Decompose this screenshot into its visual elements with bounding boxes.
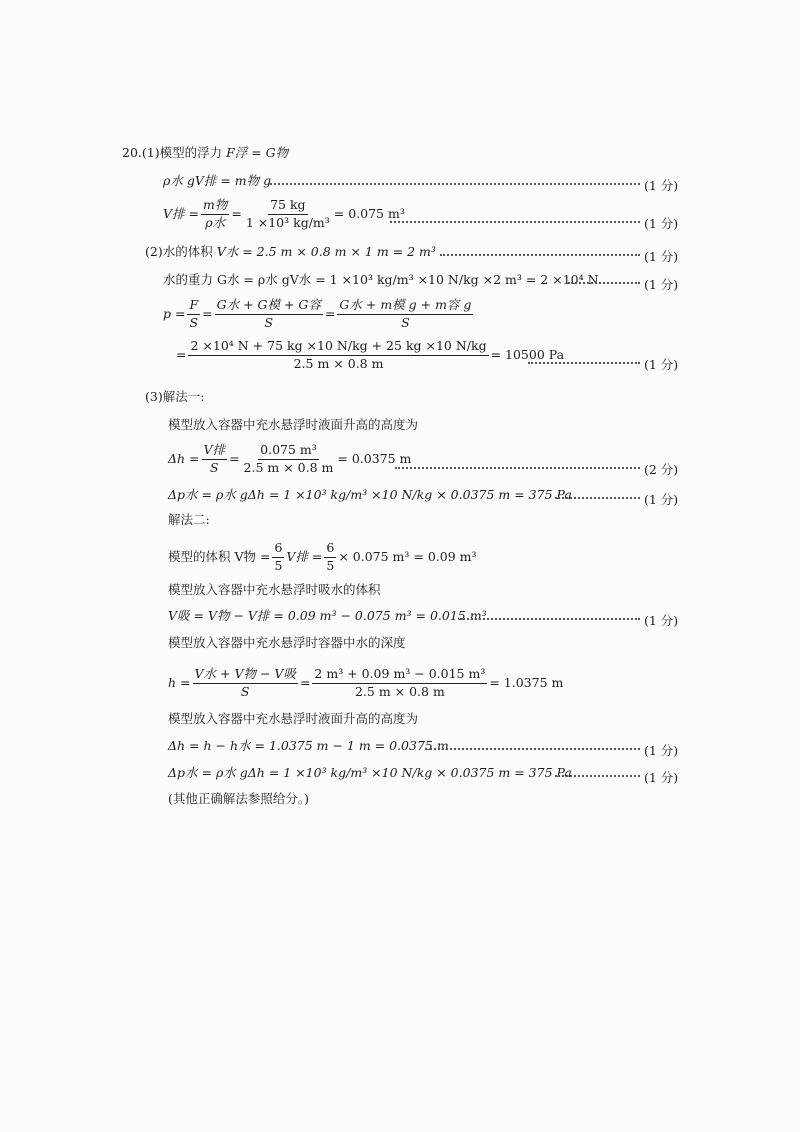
dotted-leader (568, 282, 640, 284)
score-mark: (2 分) (644, 462, 679, 477)
dotted-leader (555, 497, 640, 499)
dotted-leader (528, 362, 640, 364)
equals-sign: = (176, 346, 187, 362)
score-mark: (1 分) (644, 249, 679, 264)
fraction (188, 340, 488, 370)
method2-rise-description: 模型放入容器中充水悬浮时液面升高的高度为 (168, 711, 419, 726)
part2-heading (145, 246, 436, 259)
absorbed-volume-description: 模型放入容器中充水悬浮时吸水的体积 (168, 582, 381, 597)
fraction-numerator: V排 (202, 444, 228, 460)
fraction (201, 199, 229, 229)
fraction-denominator: 5 (274, 557, 283, 573)
score-mark: (1 分) (644, 357, 679, 372)
dotted-leader (460, 618, 640, 620)
fraction (244, 199, 332, 229)
pressure-calculation (176, 340, 564, 370)
equation-lhs: Δh = (168, 450, 200, 466)
grading-note: (其他正确解法参照给分。) (168, 791, 310, 806)
equation-result: = 0.075 m³ (333, 205, 405, 221)
fraction-numerator: G水 + m模 g + m容 g (337, 299, 473, 315)
pressure-change-equation: Δp水 = ρ水 gΔh = 1 ×10³ kg/m³ ×10 N/kg × 0.0375 m = 375 Pa (168, 487, 572, 502)
fraction-denominator: 1 ×10³ kg/m³ (245, 214, 330, 230)
fraction-denominator: S (189, 314, 199, 330)
dotted-leader (395, 467, 640, 469)
fraction-numerator: F (187, 299, 200, 315)
fraction-denominator: 2.5 m × 0.8 m (243, 459, 334, 475)
fraction (187, 299, 200, 329)
buoyancy-equation: ρ水 gV排 = m物 g (163, 173, 272, 188)
method2-height-rise-equation: Δh = h − h水 = 1.0375 m − 1 m = 0.0375 m (168, 738, 449, 753)
fraction-numerator: 75 kg (268, 199, 307, 215)
score-mark: (1 分) (644, 743, 679, 758)
fraction-denominator: 2.5 m × 0.8 m (354, 683, 445, 699)
dotted-leader (270, 183, 640, 185)
water-depth-equation (168, 668, 563, 698)
pressure-equation (163, 299, 475, 329)
fraction-numerator: G水 + G模 + G容 (215, 299, 323, 315)
equals-sign: = (229, 450, 240, 466)
water-weight-equation: 水的重力 G水 = ρ水 gV水 = 1 ×10³ kg/m³ ×10 N/kg ×2 m³ = 2 ×10⁴ N (163, 272, 599, 287)
score-mark: (1 分) (644, 216, 679, 231)
fraction (312, 668, 487, 698)
score-mark: (1 分) (644, 178, 679, 193)
equation-result: = 10500 Pa (490, 346, 565, 362)
part3-heading: (3)解法一: (145, 389, 205, 404)
fraction (202, 444, 228, 474)
dotted-leader (425, 748, 640, 750)
method1-description: 模型放入容器中充水悬浮时液面升高的高度为 (168, 417, 419, 432)
fraction (324, 542, 336, 572)
equals-sign: = (231, 205, 242, 221)
fraction-numerator: 2 m³ + 0.09 m³ − 0.015 m³ (312, 668, 487, 684)
equation-lhs: h = (168, 674, 191, 690)
fraction-denominator: S (401, 314, 410, 330)
fraction-denominator: ρ水 (205, 214, 226, 230)
fraction (337, 299, 473, 329)
score-mark: (1 分) (644, 492, 679, 507)
fraction-numerator: 0.075 m³ (258, 444, 319, 460)
fraction (215, 299, 323, 329)
score-mark: (1 分) (644, 770, 679, 785)
height-rise-equation (168, 444, 411, 474)
part1-label: 20.(1)模型的浮力 (122, 145, 223, 160)
dotted-leader (440, 254, 640, 256)
equation-result: = 0.0375 m (337, 450, 412, 466)
equals-sign: = (324, 305, 336, 321)
displaced-volume-equation (163, 199, 405, 229)
fraction (242, 444, 336, 474)
water-depth-description: 模型放入容器中充水悬浮时容器中水的深度 (168, 635, 406, 650)
water-volume-formula: V水 = 2.5 m × 0.8 m × 1 m = 2 m³ (216, 244, 436, 259)
method2-heading: 解法二: (168, 512, 210, 527)
fraction-numerator: 2 ×10⁴ N + 75 kg ×10 N/kg + 25 kg ×10 N/kg (188, 340, 488, 356)
score-mark: (1 分) (644, 613, 679, 628)
dotted-leader (390, 221, 640, 223)
equation-lhs: 模型的体积 V物 = (168, 548, 271, 564)
fraction-numerator: 6 (272, 542, 284, 558)
fraction-numerator: m物 (201, 199, 229, 215)
fraction-numerator: 6 (324, 542, 336, 558)
method2-pressure-change-equation: Δp水 = ρ水 gΔh = 1 ×10³ kg/m³ ×10 N/kg × 0.0375 m = 375 Pa (168, 765, 572, 780)
equals-sign: = (299, 674, 311, 690)
equation-lhs: V排 = (163, 205, 199, 221)
equation-result: × 0.075 m³ = 0.09 m³ (338, 548, 477, 564)
fraction-denominator: 5 (326, 557, 335, 573)
score-mark: (1 分) (644, 277, 679, 292)
absorbed-volume-equation: V吸 = V物 − V排 = 0.09 m³ − 0.075 m³ = 0.015 m³ (168, 608, 487, 623)
part1-heading (122, 147, 288, 160)
fraction-numerator: V水 + V物 − V吸 (193, 668, 298, 684)
fraction-denominator: S (240, 683, 250, 699)
equals-sign: = (202, 305, 213, 321)
dotted-leader (555, 775, 640, 777)
equation-result: = 1.0375 m (489, 674, 564, 690)
fraction-denominator: S (264, 314, 274, 330)
fraction (272, 542, 284, 572)
fraction-denominator: S (210, 459, 219, 475)
model-volume-equation (168, 542, 477, 572)
equation-middle: V排 = (286, 548, 323, 564)
fraction (193, 668, 298, 698)
equation-lhs: p = (163, 305, 186, 321)
part1-formula: F浮 = G物 (226, 145, 289, 160)
fraction-denominator: 2.5 m × 0.8 m (293, 355, 384, 371)
part2-label: (2)水的体积 (145, 244, 213, 259)
